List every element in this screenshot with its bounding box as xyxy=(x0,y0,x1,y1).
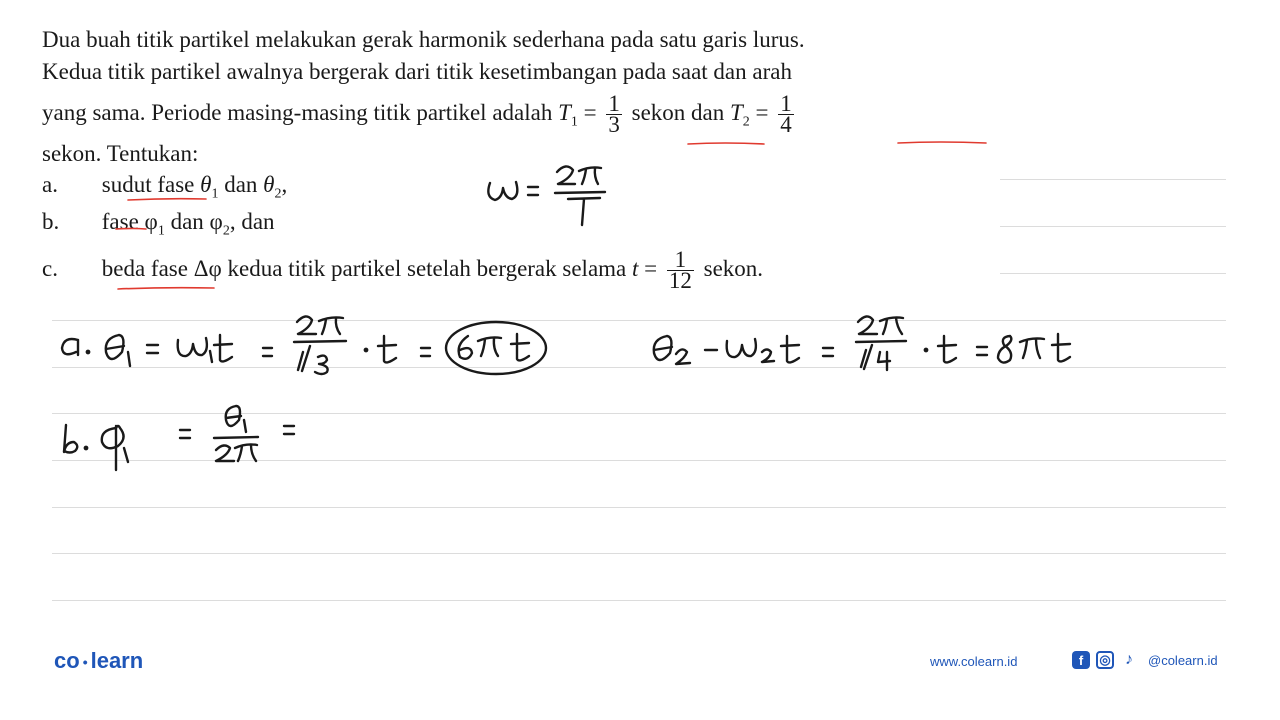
t2-fraction: $\frac{1}{4}$ xyxy=(780,91,792,137)
solution-line-a-left xyxy=(62,316,546,374)
logo-dot-icon: • xyxy=(82,654,88,671)
omega-formula xyxy=(488,166,605,225)
t2-variable: T xyxy=(730,99,743,125)
tiktok-icon[interactable]: ♪ xyxy=(1125,651,1133,668)
solution-line-a-right xyxy=(654,316,1070,370)
time-fraction: $\frac{1}{12}$ xyxy=(668,247,692,293)
problem-line-1: Dua buah titik partikel melakukan gerak harmonik sederhana pada satu garis lurus. xyxy=(42,27,805,52)
question-item-b: b. fase $\varphi_1$ dan $\varphi_2$, dan xyxy=(42,209,275,239)
problem-line-3: yang sama. Periode masing-masing titik partikel adalah $T_1$ = $\frac{1}{3}$ sekon dan $T_2$ = $\frac{1}{4}$ xyxy=(42,91,792,137)
t1-fraction: $\frac{1}{3}$ xyxy=(608,91,620,137)
question-item-a: a. sudut fase $\theta_1$ dan $\theta_2$, xyxy=(42,172,288,202)
instagram-icon[interactable]: ◎ xyxy=(1096,651,1114,669)
problem-line-2: Kedua titik partikel awalnya bergerak dari titik kesetimbangan pada saat dan arah xyxy=(42,59,792,84)
facebook-icon[interactable]: f xyxy=(1072,651,1090,669)
solution-line-b xyxy=(64,406,294,470)
colearn-logo[interactable]: co • learn xyxy=(54,648,144,673)
footer xyxy=(0,640,1280,684)
social-handle[interactable]: @colearn.id xyxy=(1148,652,1218,668)
problem-line-4: sekon. Tentukan: xyxy=(42,141,199,167)
website-link[interactable]: www.colearn.id xyxy=(930,654,1018,669)
question-item-c: c. beda fase Δφ kedua titik partikel setelah bergerak selama t = $\frac{1}{12}$ sekon. xyxy=(42,247,764,293)
red-underlines xyxy=(116,142,986,293)
social-links xyxy=(1072,651,1218,669)
t1-variable: T xyxy=(558,99,571,125)
